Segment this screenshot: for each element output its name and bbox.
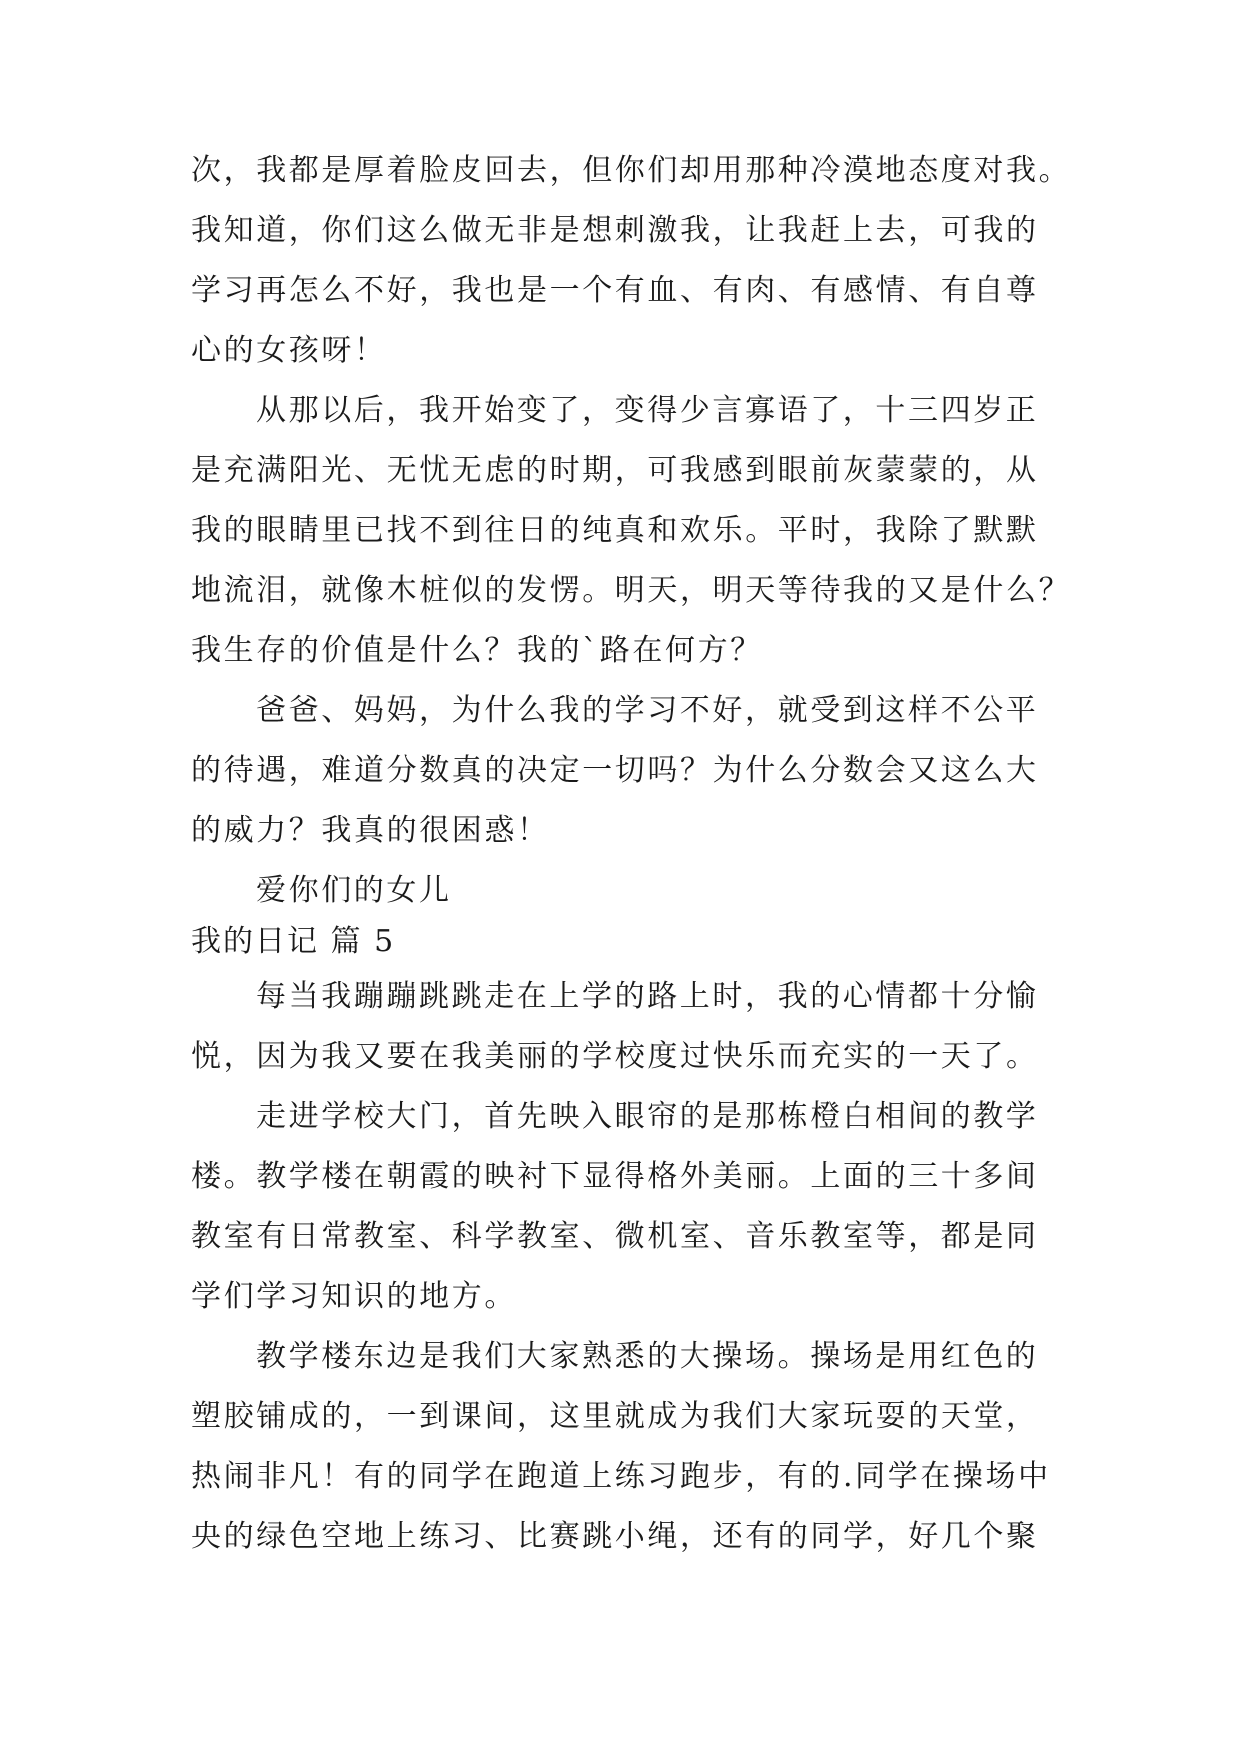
text-line: 教室有日常教室、科学教室、微机室、音乐教室等，都是同 bbox=[191, 1219, 1039, 1254]
paragraph-first-line: 每当我蹦蹦跳跳走在上学的路上时，我的心情都十分愉 bbox=[256, 979, 1039, 1014]
text-line: 学们学习知识的地方。 bbox=[191, 1279, 517, 1314]
text-line: 的待遇，难道分数真的决定一切吗？为什么分数会又这么大 bbox=[191, 753, 1039, 788]
text-line: 我知道，你们这么做无非是想刺激我，让我赶上去，可我的 bbox=[191, 213, 1039, 248]
paragraph-first-line: 从那以后，我开始变了，变得少言寡语了，十三四岁正 bbox=[256, 393, 1039, 428]
text-line: 是充满阳光、无忧无虑的时期，可我感到眼前灰蒙蒙的，从 bbox=[191, 453, 1039, 488]
text-line: 我的眼睛里已找不到往日的纯真和欢乐。平时，我除了默默 bbox=[191, 513, 1039, 548]
text-line: 次，我都是厚着脸皮回去，但你们却用那种冷漠地态度对我。 bbox=[191, 153, 1072, 188]
section-heading: 我的日记 篇 5 bbox=[191, 924, 396, 959]
paragraph-first-line: 教学楼东边是我们大家熟悉的大操场。操场是用红色的 bbox=[256, 1339, 1039, 1374]
text-line: 央的绿色空地上练习、比赛跳小绳，还有的同学，好几个聚 bbox=[191, 1519, 1039, 1554]
text-line: 我生存的价值是什么？我的`路在何方？ bbox=[191, 633, 763, 668]
paragraph-first-line: 走进学校大门，首先映入眼帘的是那栋橙白相间的教学 bbox=[256, 1099, 1039, 1134]
paragraph-first-line: 爸爸、妈妈，为什么我的学习不好，就受到这样不公平 bbox=[256, 693, 1039, 728]
text-line: 学习再怎么不好，我也是一个有血、有肉、有感情、有自尊 bbox=[191, 273, 1039, 308]
text-line: 悦，因为我又要在我美丽的学校度过快乐而充实的一天了。 bbox=[191, 1039, 1039, 1074]
text-line: 楼。教学楼在朝霞的映衬下显得格外美丽。上面的三十多间 bbox=[191, 1159, 1039, 1194]
text-line: 热闹非凡！有的同学在跑道上练习跑步，有的.同学在操场中 bbox=[191, 1459, 1051, 1494]
text-line: 地流泪，就像木桩似的发愣。明天，明天等待我的又是什么？ bbox=[191, 573, 1072, 608]
text-line: 心的女孩呀！ bbox=[191, 333, 387, 368]
text-line: 塑胶铺成的，一到课间，这里就成为我们大家玩耍的天堂， bbox=[191, 1399, 1039, 1434]
letter-signature: 爱你们的女儿 bbox=[256, 873, 452, 908]
text-line: 的威力？我真的很困惑！ bbox=[191, 813, 550, 848]
